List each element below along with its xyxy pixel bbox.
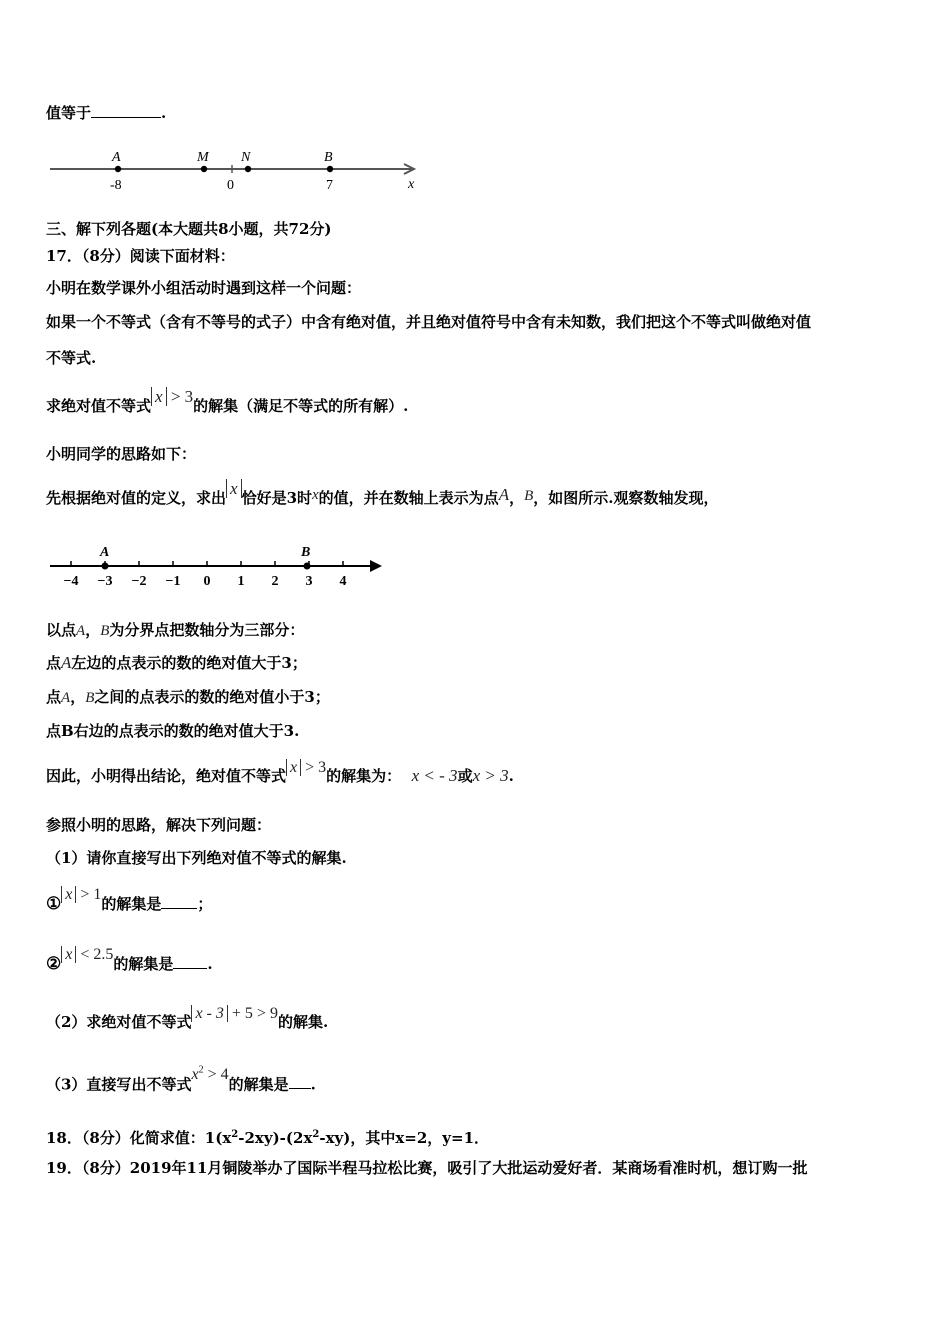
label-b: B — [324, 150, 333, 165]
point-a-dot — [115, 166, 121, 172]
fill-line-top: 值等于 . — [46, 104, 167, 122]
point-a-dot — [102, 563, 109, 570]
q17-para-11: 参照小明的思路，解决下列问题： — [46, 816, 272, 834]
q17-para-8: 点A，B之间的点表示的数的绝对值小于3； — [46, 688, 330, 706]
q17-para-2a: 如果一个不等式（含有不等号的式子）中含有绝对值，并且绝对值符号中含有未知数，我们把这个不等式叫做绝对值 — [46, 313, 812, 331]
axis-label: x — [408, 177, 415, 192]
tick-label: −4 — [63, 574, 79, 589]
number-line-figure-2 — [46, 538, 391, 594]
q17-para-3: 求绝对值不等式 x > 3的解集（满足不等式的所有解）. — [46, 387, 409, 415]
answer-blank — [161, 893, 197, 909]
point-b-dot — [327, 166, 333, 172]
answer-blank — [289, 1073, 311, 1089]
tick-label: 0 — [203, 574, 211, 589]
q17-sub-2: （2）求绝对值不等式 x - 3 + 5 > 9的解集. — [46, 1005, 329, 1031]
q17-sub-1: （1）请你直接写出下列绝对值不等式的解集. — [46, 849, 347, 867]
q17-para-6: 以点A，B为分界点把数轴分为三部分： — [46, 621, 305, 639]
answer-blank — [173, 953, 207, 969]
tick-label: 3 — [305, 574, 313, 589]
tick-label: 2 — [271, 574, 279, 589]
point-b-dot — [304, 563, 311, 570]
tick-a: -8 — [110, 178, 122, 193]
q17-para-7: 点A左边的点表示的数的绝对值大于3； — [46, 653, 307, 672]
axis-arrow — [370, 560, 382, 572]
tick-label: −3 — [97, 574, 113, 589]
tick-label: −1 — [165, 574, 181, 589]
tick-label: 1 — [237, 574, 245, 589]
point-m-dot — [201, 166, 207, 172]
q17-item-2: ② x < 2.5的解集是 . — [46, 946, 213, 974]
label-b: B — [301, 545, 311, 560]
q19: 19．（8分）2019年11月铜陵举办了国际半程马拉松比赛，吸引了大批运动爱好者．某商场看准时机，想订购一批 — [46, 1159, 808, 1177]
q17-sub-3: （3）直接写出不等式$x^2 > 4$的解集是 . — [46, 1065, 316, 1094]
number-line-figure-1 — [46, 145, 426, 195]
label-a: A — [112, 150, 121, 165]
q17-para-2b: 不等式. — [46, 349, 97, 367]
tick-label: 4 — [339, 574, 347, 589]
tick-label: −2 — [131, 574, 147, 589]
label-m: M — [197, 150, 209, 165]
q18: 18．（8分）化简求值：$1(x^2-2xy)-(2x^2-xy)$，其中x=2，y=1． — [46, 1129, 490, 1147]
section-title: 三、解下列各题(本大题共8小题，共72分) — [46, 220, 332, 238]
label-n: N — [241, 150, 251, 165]
answer-blank — [91, 102, 161, 118]
label-a: A — [100, 545, 110, 560]
point-n-dot — [245, 166, 251, 172]
tick-zero: 0 — [227, 178, 234, 193]
q17-item-1: ① x > 1的解集是 ； — [46, 886, 213, 914]
q17-header: 17．（8分）阅读下面材料： — [46, 247, 235, 265]
q17-para-9: 点B右边的点表示的数的绝对值大于3. — [46, 722, 300, 740]
tick-b: 7 — [326, 178, 333, 193]
q17-para-5: 先根据绝对值的定义，求出 x 恰好是3时x的值，并在数轴上表示为点A，B，如图所示.观察数轴发现， — [46, 479, 719, 507]
q17-para-10: 因此，小明得出结论，绝对值不等式 x > 3的解集为： x < - 3或x > 3. — [46, 759, 514, 785]
q17-para-1: 小明在数学课外小组活动时遇到这样一个问题： — [46, 279, 362, 297]
q17-para-4: 小明同学的思路如下： — [46, 445, 197, 463]
